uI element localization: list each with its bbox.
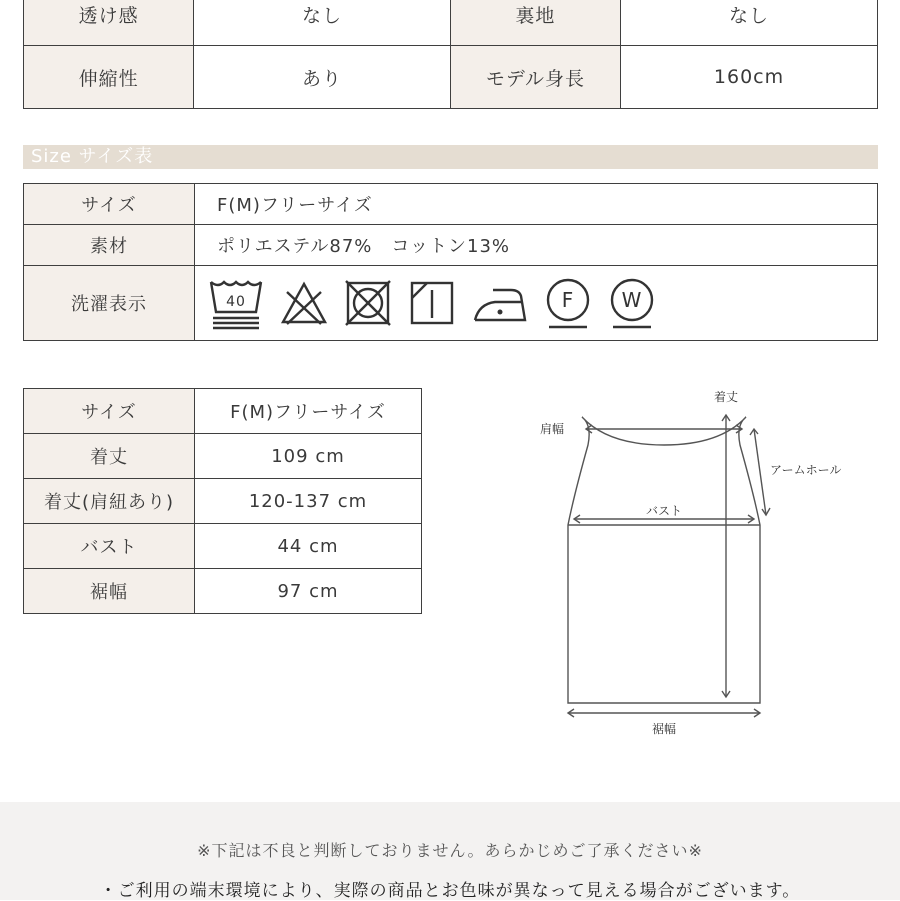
spec-value: なし — [621, 0, 878, 46]
length-label: 着丈 — [713, 390, 739, 404]
iron-low-icon — [471, 278, 529, 328]
bust-label: バスト — [645, 504, 683, 518]
spec-row — [24, 46, 878, 109]
size-table-row — [24, 434, 422, 479]
wash-40-icon — [207, 276, 265, 330]
wet-clean-letter: W — [621, 288, 643, 312]
spec-label: 透け感 — [24, 0, 194, 46]
spec-value: あり — [194, 46, 451, 109]
size-label: 着丈 — [24, 434, 195, 479]
garment-diagram — [530, 385, 880, 745]
size-value: 120-137 cm — [195, 479, 422, 524]
shoulder-label: 肩幅 — [539, 422, 565, 436]
spec-label: 裏地 — [450, 0, 620, 46]
size-value: F(M)フリーサイズ — [195, 389, 422, 434]
no-tumble-dry-icon — [343, 278, 393, 328]
size-table-row — [24, 524, 422, 569]
size-section-banner: Size サイズ表 — [23, 145, 878, 169]
dry-clean-letter: F — [561, 288, 575, 312]
size-table-header — [24, 389, 422, 434]
info-value: ポリエステル87% コットン13% — [195, 225, 878, 266]
dry-clean-f-icon — [543, 276, 593, 330]
info-row-material — [24, 225, 878, 266]
size-label: バスト — [24, 524, 195, 569]
info-row-size — [24, 184, 878, 225]
info-label: サイズ — [24, 184, 195, 225]
wash-temp-text: 40 — [226, 294, 246, 310]
size-label: 着丈(肩紐あり) — [24, 479, 195, 524]
note-color: ・ご利用の端末環境により、実際の商品とお色味が異なって見える場合がございます。 — [99, 881, 801, 901]
size-label: 裾幅 — [24, 569, 195, 614]
spec-label: 伸縮性 — [24, 46, 194, 109]
info-row-care — [24, 266, 878, 341]
size-table-row — [24, 479, 422, 524]
size-label: サイズ — [24, 389, 195, 434]
size-table — [23, 388, 422, 614]
spec-row — [24, 0, 878, 46]
garment-outline — [568, 417, 760, 703]
size-value: 109 cm — [195, 434, 422, 479]
spec-table — [23, 0, 878, 109]
info-table — [23, 183, 878, 341]
hem-label: 裾幅 — [651, 722, 677, 736]
care-icons — [195, 266, 878, 341]
size-table-row — [24, 569, 422, 614]
info-label: 洗濯表示 — [24, 266, 195, 341]
spec-value: なし — [194, 0, 451, 46]
drip-dry-shade-icon — [407, 278, 457, 328]
size-value: 44 cm — [195, 524, 422, 569]
info-value: F(M)フリーサイズ — [195, 184, 878, 225]
no-bleach-icon — [279, 278, 329, 328]
size-value: 97 cm — [195, 569, 422, 614]
spec-label: モデル身長 — [450, 46, 620, 109]
armhole-label: アームホール — [770, 463, 842, 477]
info-label: 素材 — [24, 225, 195, 266]
spec-value: 160cm — [621, 46, 878, 109]
wet-clean-w-icon — [607, 276, 657, 330]
note-disclaimer: ※下記は不良と判断しておりません。あらかじめご了承ください※ — [197, 841, 703, 860]
armhole-arrow — [754, 429, 766, 515]
